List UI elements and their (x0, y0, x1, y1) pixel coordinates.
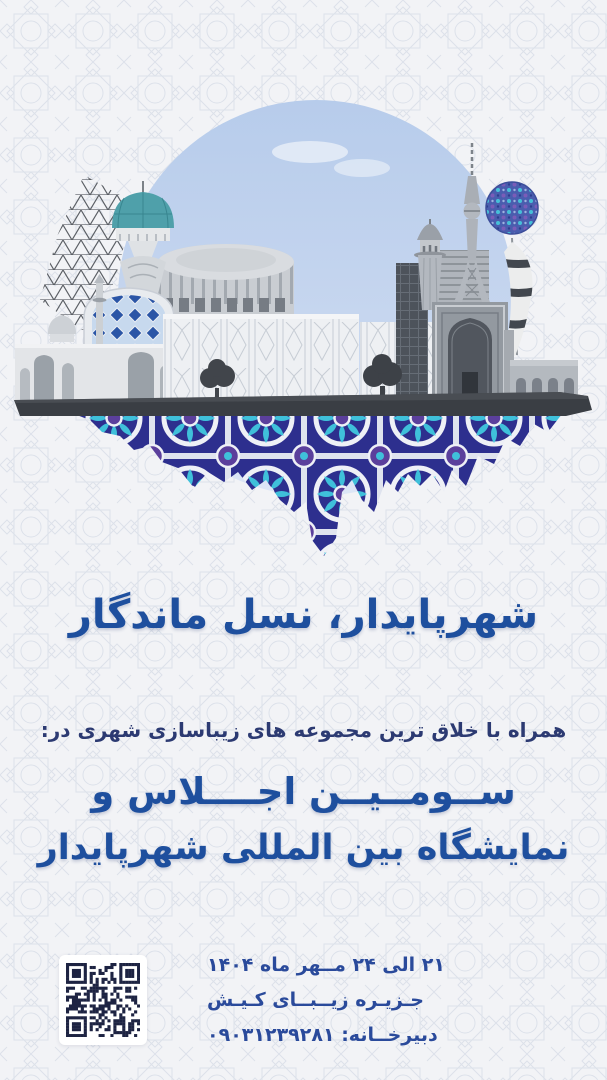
event-title-line1: ســومــیــن اجــــلاس و (91, 770, 516, 813)
mosaic-sphere (486, 182, 538, 234)
lattice-facade-cornice (163, 314, 359, 319)
lattice-facade-building (163, 317, 359, 403)
footer-contact-block (207, 948, 507, 1053)
slogan-title: شهرپایدار، نسل ماندگار (68, 592, 539, 638)
tile-mosaic-blob (60, 400, 562, 556)
event-date: ۲۱ الی ۲۴ مــهر ماه ۱۴۰۴ (207, 954, 445, 976)
event-title-line2: نمایشگاه بین المللی شهرپایدار (37, 828, 570, 868)
cloud (272, 141, 348, 163)
secretariat-phone: دبیرخــانه: ۰۹۰۳۱۲۳۹۲۸۱ (207, 1024, 438, 1046)
qr-code (59, 955, 147, 1045)
tagline-text: همراه با خلاق ترین مجموعه های زیباسازی شهری در: (40, 718, 567, 742)
event-location: جـزیـره زیــبــای کـیـش (207, 989, 424, 1011)
cloud (334, 159, 390, 177)
